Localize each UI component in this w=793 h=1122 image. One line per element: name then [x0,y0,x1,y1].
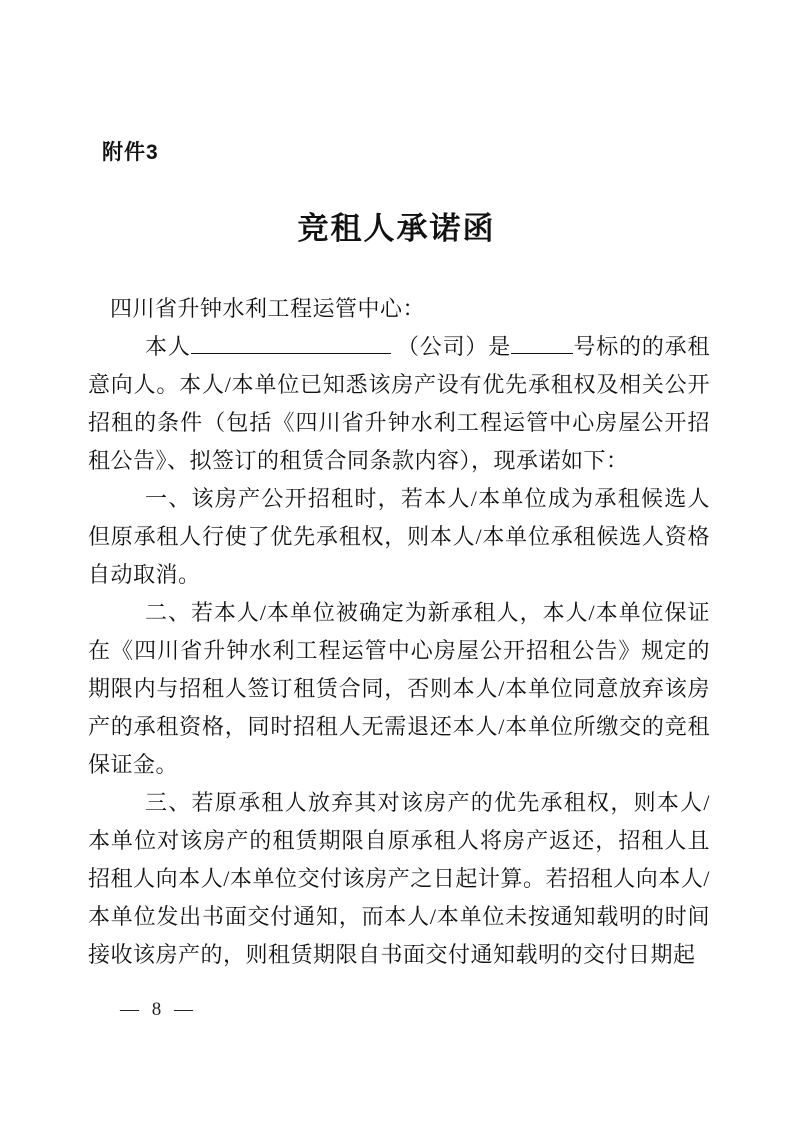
salutation-line: 四川省升钟水利工程运管中心： [110,296,426,321]
page-number: — 8 — [120,999,197,1020]
intro-middle-text: （公司）是 [396,334,512,359]
applicant-name-blank-field [191,350,391,354]
clause-3-paragraph: 三、若原承租人放弃其对该房产的优先承租权，则本人/本单位对该房产的租赁期限自原承租人将房产返还，招租人且招租人向本人/本单位交付该房产之日起计算。若招租人向本人/本单位发出书面交付通知，而本人/本单位未按通知载明的时间接收该房产的，则租赁期限自书面交付通知载明的交付日期起 [88,790,710,967]
document-title: 竞租人承诺函 [297,211,496,246]
intro-prefix-text: 本人 [145,334,191,359]
clause-1-paragraph: 一、该房产公开招租时，若本人/本单位成为承租候选人但原承租人行使了优先承租权，则本人/本单位承租候选人资格自动取消。 [88,486,710,587]
intro-paragraph [88,328,710,480]
clause-2-paragraph: 二、若本人/本单位被确定为新承租人，本人/本单位保证在《四川省升钟水利工程运管中心房屋公开招租公告》规定的期限内与招租人签订租赁合同，否则本人/本单位同意放弃该房产的承租资格，同时招租人无需退还本人/本单位所缴交的竞租保证金。 [88,600,710,777]
document-body [88,290,710,974]
intro-suffix-text: 号标的的承租意向人。本人/本单位已知悉该房产设有优先承租权及相关公开招租的条件（包括《四川省升钟水利工程运管中心房屋公开招租公告》、拟签订的租赁合同条款内容），现承诺如下： [88,334,710,473]
bid-number-blank-field [511,350,573,354]
attachment-label: 附件3 [102,141,159,164]
